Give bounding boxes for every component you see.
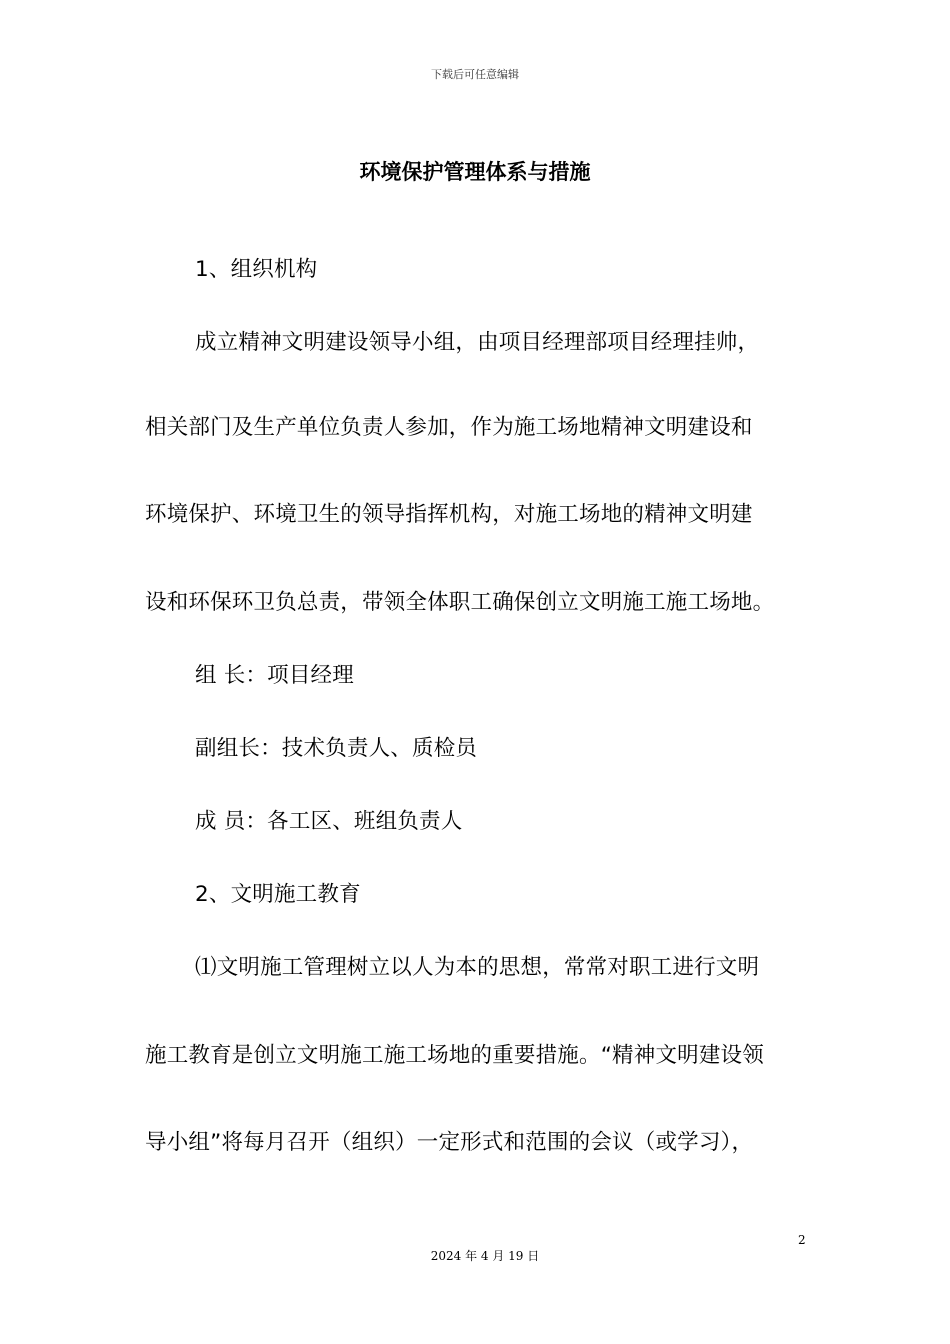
role-deputy-leader: 副组长：技术负责人、质检员 <box>195 736 478 761</box>
page-number: 2 <box>798 1233 806 1247</box>
paragraph-line: 环境保护、环境卫生的领导指挥机构，对施工场地的精神文明建 <box>145 502 753 527</box>
section-heading-organization: 1、组织机构 <box>195 257 318 282</box>
paragraph-line: 设和环保环卫负总责，带领全体职工确保创立文明施工施工场地。 <box>145 590 775 615</box>
footer-date: 2024 年 4 月 19 日 <box>430 1249 540 1263</box>
role-members: 成 员：各工区、班组负责人 <box>195 809 463 834</box>
paragraph-line: ⑴文明施工管理树立以人为本的思想，常常对职工进行文明 <box>195 955 760 980</box>
paragraph-line: 施工教育是创立文明施工施工场地的重要措施。“精神文明建设领 <box>145 1043 764 1068</box>
paragraph-line: 导小组”将每月召开（组织）一定形式和范围的会议（或学习）， <box>145 1130 754 1155</box>
role-leader: 组 长：项目经理 <box>195 663 354 688</box>
document-title: 环境保护管理体系与措施 <box>359 160 591 184</box>
section-heading-education: 2、文明施工教育 <box>195 882 361 907</box>
header-note: 下载后可任意编辑 <box>431 68 519 81</box>
paragraph-line: 成立精神文明建设领导小组，由项目经理部项目经理挂帅， <box>195 330 760 355</box>
paragraph-line: 相关部门及生产单位负责人参加，作为施工场地精神文明建设和 <box>145 415 753 440</box>
